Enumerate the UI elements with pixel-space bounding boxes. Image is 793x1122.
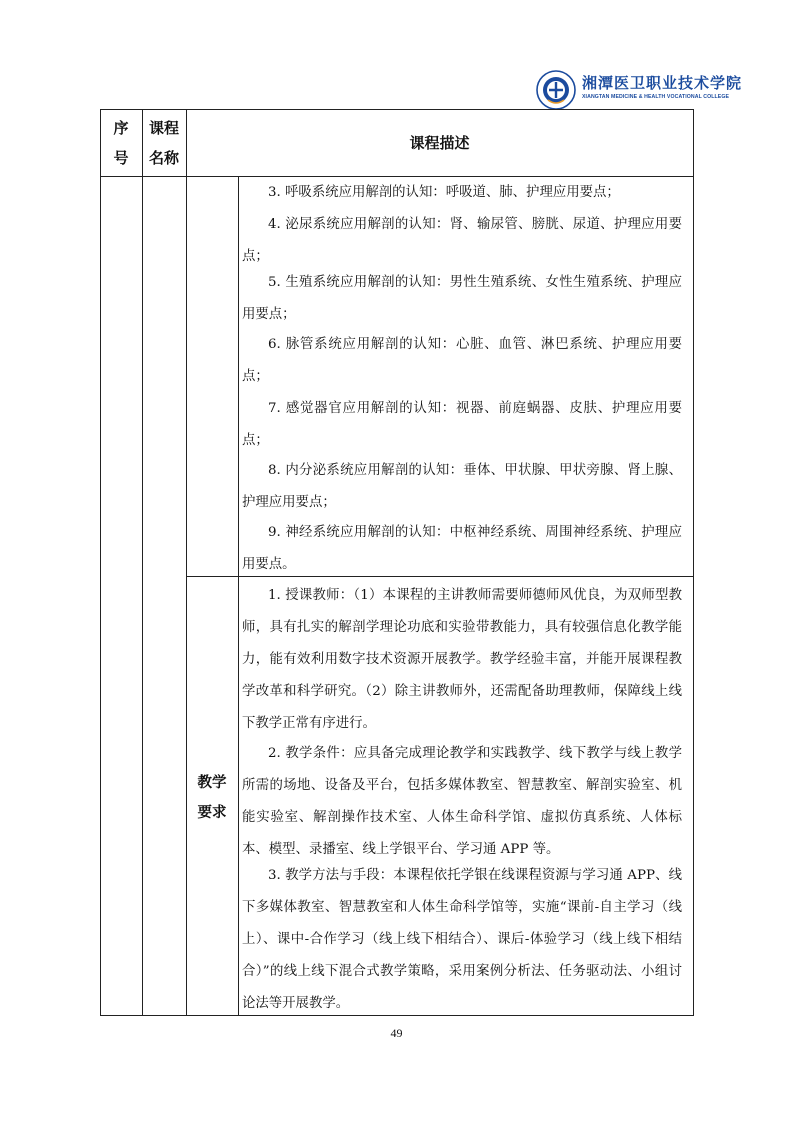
table-right-border xyxy=(693,109,694,1016)
header-description: 课程描述 xyxy=(409,134,470,152)
requirements-label-line2: 要求 xyxy=(197,805,227,821)
table-left-border xyxy=(100,109,101,1016)
content-item: 7. 感觉器官应用解剖的认知：视器、前庭蜗器、皮肤、护理应用要点； xyxy=(242,401,682,448)
college-name-en: XIANGTAN MEDICINE & HEALTH VOCATIONAL COLLEGE xyxy=(582,94,730,100)
header-seq-line1: 序 xyxy=(113,119,129,137)
requirement-item: 3. 教学方法与手段：本课程依托学银在线课程资源与学习通 APP、线下多媒体教室、智慧教室和人体生命科学馆等，实施“课前-自主学习（线上）、课中-合作学习（线上线下相结合）、课后-体验学习（线上线下相结合）”的线上线下混合式教学策略，采用案例分析法、任务驱动法、小组讨论法等开展教学。 xyxy=(242,868,682,1011)
content-item: 5. 生殖系统应用解剖的认知：男性生殖系统、女性生殖系统、护理应用要点； xyxy=(242,275,682,322)
header-seq-line2: 号 xyxy=(113,149,129,167)
col-divider-1 xyxy=(142,109,143,1016)
content-item: 4. 泌尿系统应用解剖的认知：肾、输尿管、膀胱、尿道、护理应用要点； xyxy=(242,217,682,264)
requirements-label-line1: 教学 xyxy=(197,775,227,791)
college-logo xyxy=(536,70,743,112)
content-item: 6. 脉管系统应用解剖的认知：心脏、血管、淋巴系统、护理应用要点； xyxy=(242,337,682,384)
page-number: 49 xyxy=(390,1026,403,1040)
col-divider-2 xyxy=(186,109,187,1016)
content-item: 3. 呼吸系统应用解剖的认知：呼吸道、肺、护理应用要点； xyxy=(268,185,620,200)
requirement-item: 1. 授课教师：（1）本课程的主讲教师需要师德师风优良，为双师型教师，具有扎实的解剖学理论功底和实验带教能力，具有较强信息化教学能力，能有效利用数字技术资源开展教学。教学经验丰富，并能开展课程教学改革和科学研究。（2）除主讲教师外，还需配备助理教师，保障线上线下教学正常有序进行。 xyxy=(242,588,682,731)
col-divider-3 xyxy=(238,176,239,1016)
requirement-item: 2. 教学条件：应具备完成理论教学和实践教学、线下教学与线上教学所需的场地、设备及平台，包括多媒体教室、智慧教室、解剖实验室、机能实验室、解剖操作技术室、人体生命科学馆、虚拟仿真系统、人体标本、模型、录播室、线上学银平台、学习通 APP 等。 xyxy=(242,746,682,857)
table-top-border xyxy=(100,109,694,110)
college-name-cn: 湘潭医卫职业技术学院 xyxy=(582,74,743,92)
content-item: 9. 神经系统应用解剖的认知：中枢神经系统、周围神经系统、护理应用要点。 xyxy=(242,525,682,572)
content-item: 8. 内分泌系统应用解剖的认知：垂体、甲状腺、甲状旁腺、肾上腺、护理应用要点； xyxy=(242,463,682,510)
header-name-line1: 课程 xyxy=(148,119,179,137)
header-name-line2: 名称 xyxy=(148,149,179,167)
college-seal-icon xyxy=(536,70,576,110)
